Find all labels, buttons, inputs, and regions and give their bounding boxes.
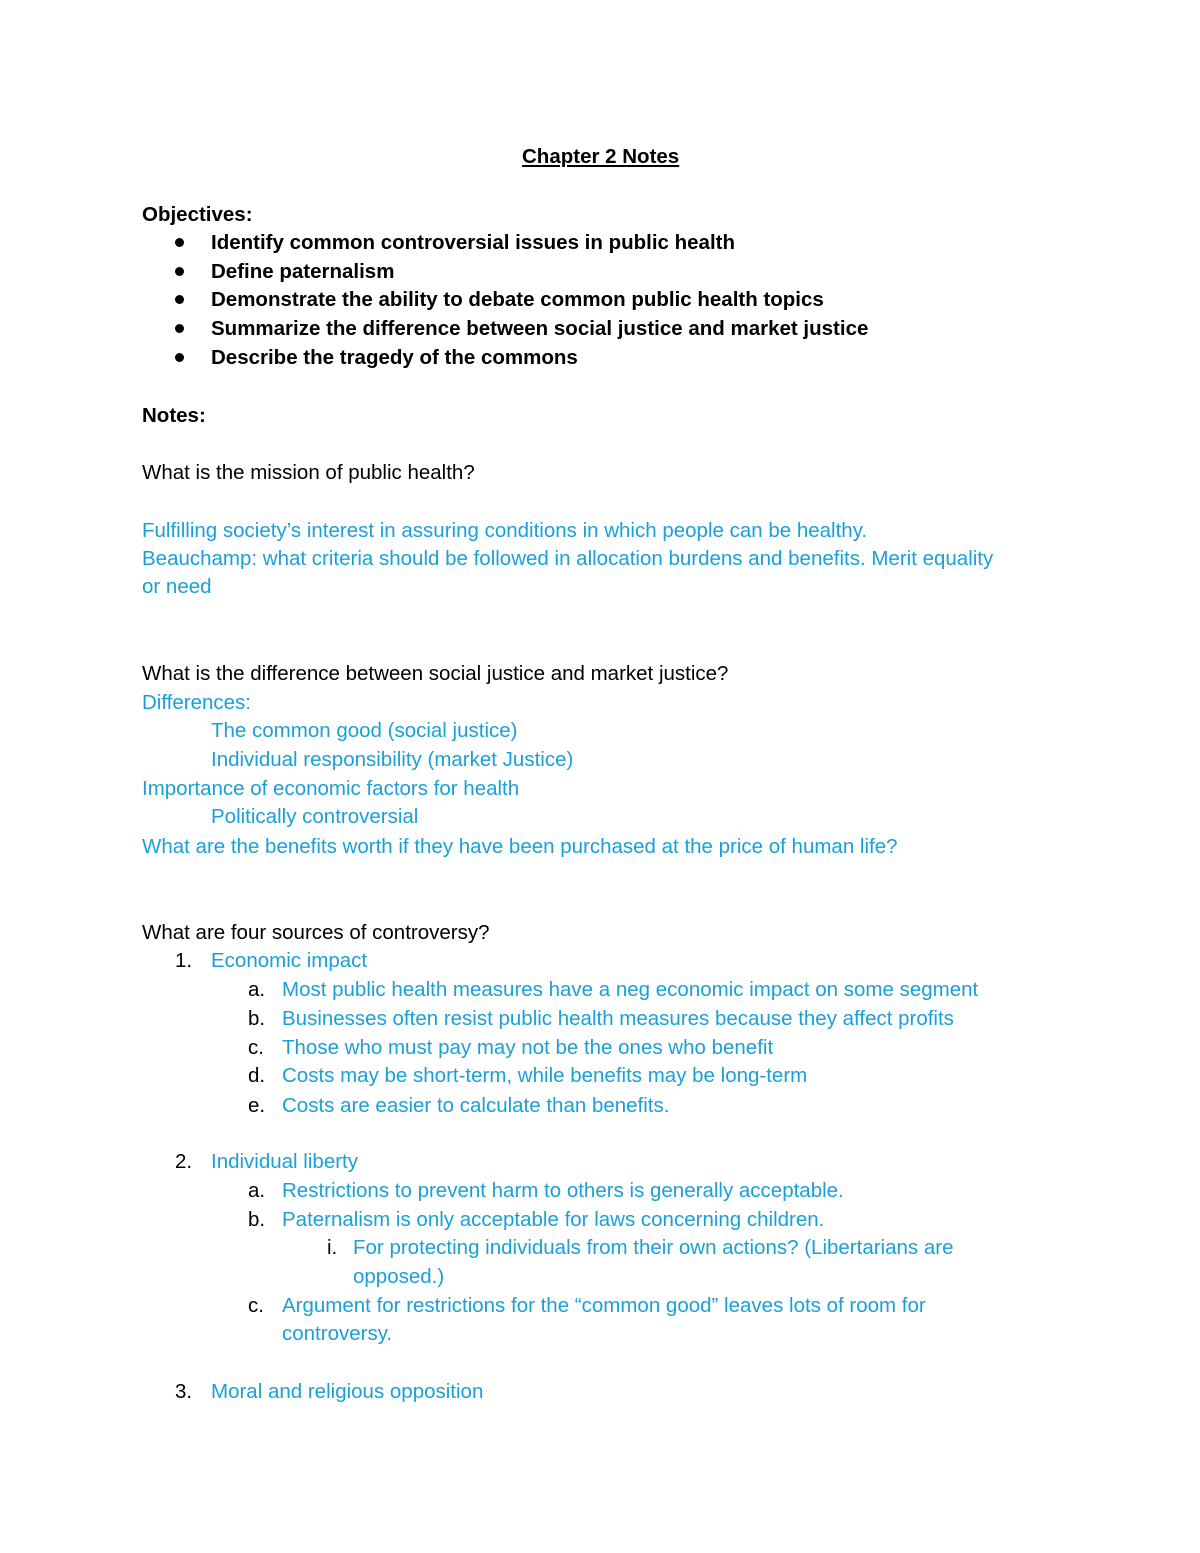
sub-item: For protecting individuals from their own actions? (Libertarians are [353,1236,954,1259]
sub-item-continued: controversy. [282,1322,393,1345]
answer-line: Politically controversial [211,805,419,828]
list-letter: a. [248,978,266,1001]
sub-item: Costs are easier to calculate than benefits. [282,1094,670,1117]
list-letter: c. [248,1294,264,1317]
list-letter: a. [248,1179,266,1202]
bullet-icon [175,353,184,362]
source-label: Economic impact [211,949,368,972]
answer-line: Differences: [142,691,252,714]
sub-item: Those who must pay may not be the ones who benefit [282,1036,774,1059]
source-label: Individual liberty [211,1150,358,1173]
list-letter: i. [327,1236,338,1259]
sub-item: Businesses often resist public health measures because they affect profits [282,1007,954,1030]
answer-line: Fulfilling society’s interest in assuring conditions in which people can be healthy. [142,519,868,542]
list-item: Summarize the difference between social justice and market justice [211,317,869,340]
source-label: Moral and religious opposition [211,1380,484,1403]
list-number: 2. [175,1150,193,1173]
sub-item: Paternalism is only acceptable for laws concerning children. [282,1208,825,1231]
question-mission: What is the mission of public health? [142,461,475,484]
answer-line: Importance of economic factors for health [142,777,520,800]
list-number: 3. [175,1380,193,1403]
question-justice: What is the difference between social justice and market justice? [142,662,729,685]
bullet-icon [175,267,184,276]
sub-item: Argument for restrictions for the “common good” leaves lots of room for [282,1294,926,1317]
question-controversy: What are four sources of controversy? [142,921,490,944]
list-letter: b. [248,1208,266,1231]
sub-item: Restrictions to prevent harm to others is generally acceptable. [282,1179,844,1202]
answer-line: Individual responsibility (market Justice) [211,748,574,771]
list-letter: c. [248,1036,264,1059]
list-letter: b. [248,1007,266,1030]
list-item: Describe the tragedy of the commons [211,346,578,369]
sub-item-continued: opposed.) [353,1265,445,1288]
sub-item: Costs may be short-term, while benefits may be long-term [282,1064,808,1087]
list-number: 1. [175,949,193,972]
answer-line: or need [142,575,212,598]
sub-item: Most public health measures have a neg economic impact on some segment [282,978,979,1001]
list-item: Demonstrate the ability to debate common public health topics [211,288,824,311]
answer-line: Beauchamp: what criteria should be followed in allocation burdens and benefits. Merit equality [142,547,994,570]
objectives-heading: Objectives: [142,203,253,226]
page-title: Chapter 2 Notes [522,145,680,168]
bullet-icon [175,238,184,247]
bullet-icon [175,295,184,304]
list-item: Identify common controversial issues in public health [211,231,736,254]
answer-line: What are the benefits worth if they have been purchased at the price of human life? [142,835,898,858]
bullet-icon [175,324,184,333]
list-item: Define paternalism [211,260,395,283]
notes-heading: Notes: [142,404,206,427]
answer-line: The common good (social justice) [211,719,518,742]
list-letter: d. [248,1064,266,1087]
list-letter: e. [248,1094,266,1117]
